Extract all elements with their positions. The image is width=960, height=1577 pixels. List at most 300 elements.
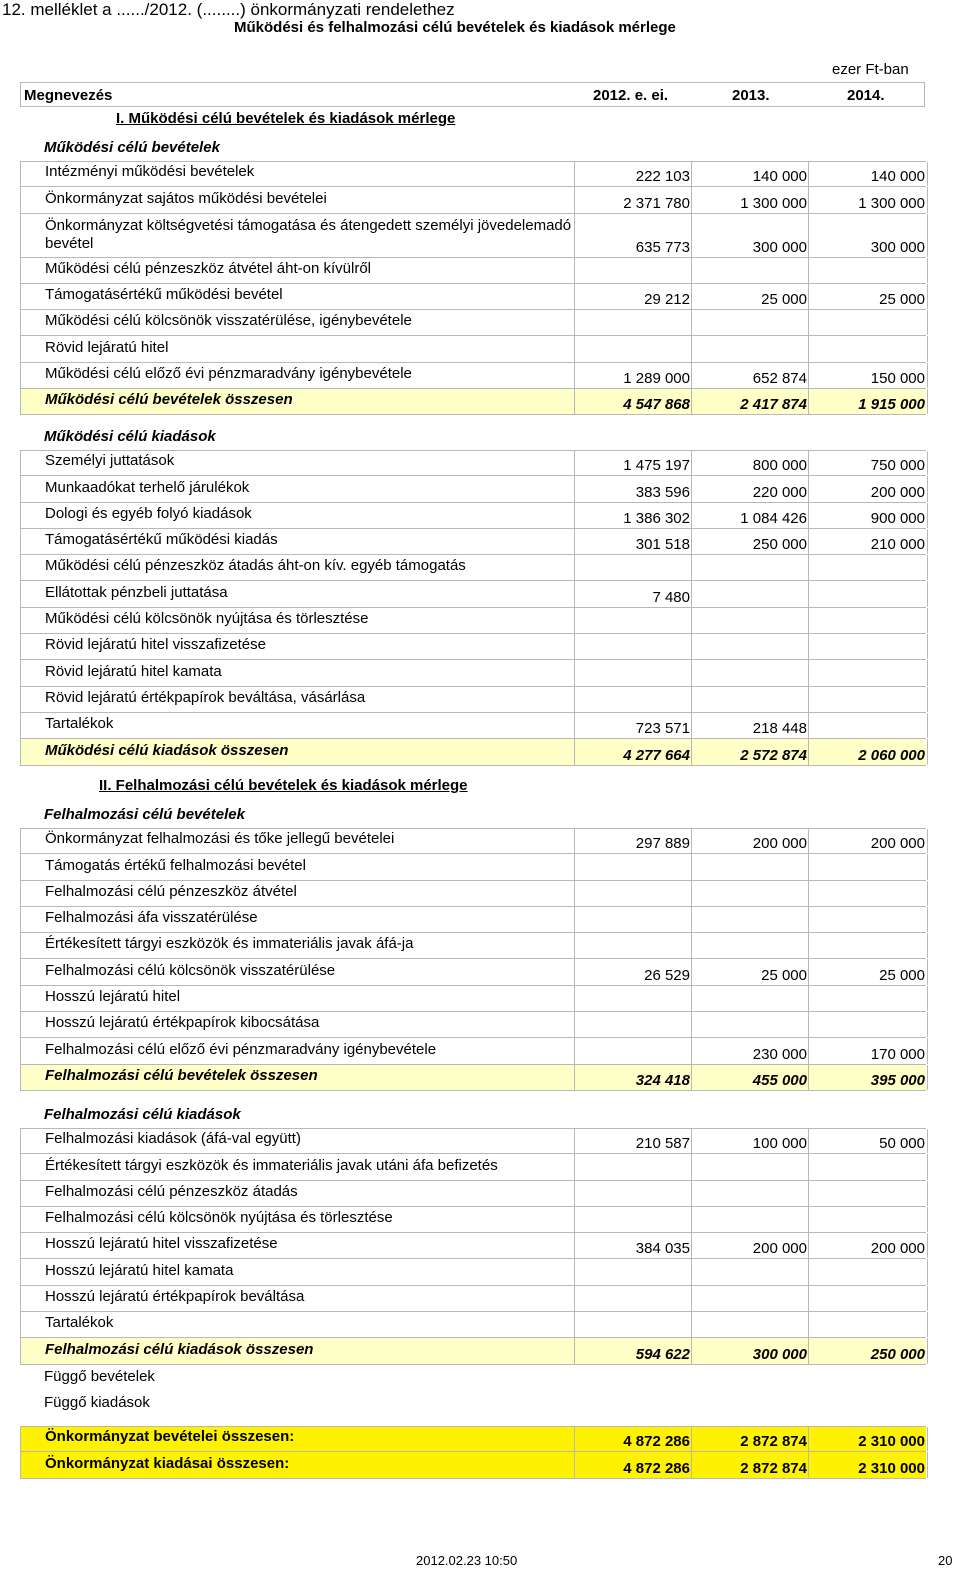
cell-value: 384 035: [635, 1240, 690, 1258]
value-cell-1: [574, 1452, 692, 1477]
row-label: Önkormányzat sajátos működési bevételei: [45, 189, 327, 207]
row-label: Felhalmozási célú pénzeszköz átvétel: [45, 882, 297, 900]
value-cell-1: [574, 739, 692, 764]
cell-value: 1 386 302: [623, 509, 690, 527]
row-label: Rövid lejáratú hitel: [45, 338, 169, 356]
footer-page-number: 20: [938, 1553, 953, 1568]
cell-value: 222 103: [635, 168, 690, 186]
cell-value: 750 000: [870, 457, 925, 475]
cell-value: 2 060 000: [858, 746, 925, 764]
table-row: [20, 1365, 926, 1391]
value-cell-2: [691, 881, 809, 906]
value-cell-1: [574, 1286, 692, 1311]
cell-value: 140 000: [752, 168, 807, 186]
value-cell-3: [808, 1286, 928, 1311]
row-label: Önkormányzat költségvetési támogatása és átengedett személyi jövedelemadó bevétel: [45, 216, 572, 252]
value-cell-3: [808, 1233, 928, 1258]
value-cell-2: [691, 187, 809, 212]
value-cell-3: [808, 608, 928, 633]
value-cell-3: [807, 1365, 925, 1391]
cell-value: 395 000: [870, 1071, 925, 1089]
row-label: Tartalékok: [45, 1314, 114, 1332]
value-cell-2: [691, 933, 809, 958]
value-cell-3: [808, 1038, 928, 1063]
value-cell-2: [691, 608, 809, 633]
value-cell-2: [691, 451, 809, 475]
value-cell-1: [574, 1207, 692, 1232]
value-cell-2: [691, 687, 809, 712]
value-cell-3: [808, 1181, 928, 1206]
cell-value: 2 310 000: [858, 1433, 925, 1451]
cell-value: 4 872 286: [623, 1433, 690, 1451]
cell-value: 200 000: [870, 835, 925, 853]
cell-value: 800 000: [752, 457, 807, 475]
table-row: [20, 1207, 926, 1233]
row-label: Támogatásértékű működési bevétel: [45, 286, 283, 304]
table-row: [20, 608, 926, 634]
value-cell-3: [808, 214, 928, 257]
cell-value: 140 000: [870, 168, 925, 186]
value-cell-1: [574, 451, 692, 475]
row-label: Hosszú lejáratú hitel kamata: [45, 1261, 234, 1279]
value-cell-1: [574, 1012, 692, 1037]
value-cell-2: [691, 1012, 809, 1037]
value-cell-3: [808, 713, 928, 738]
value-cell-1: [574, 907, 692, 932]
table-row: [20, 503, 926, 529]
cell-value: 220 000: [752, 483, 807, 501]
value-cell-1: [574, 959, 692, 984]
table-row: [20, 187, 926, 213]
row-label: Önkormányzat felhalmozási és tőke jellegű bevételei: [45, 830, 395, 848]
cell-value: 230 000: [752, 1045, 807, 1063]
cell-value: 200 000: [752, 1240, 807, 1258]
value-cell-3: [808, 907, 928, 932]
cell-value: 1 289 000: [623, 370, 690, 388]
table-row: [20, 687, 926, 713]
value-cell-1: [574, 1129, 692, 1153]
cell-value: 594 622: [635, 1345, 690, 1363]
cell-value: 300 000: [870, 238, 925, 256]
table-row: [20, 555, 926, 581]
value-cell-1: [574, 389, 692, 414]
row-label: Rövid lejáratú értékpapírok beváltása, vásárlása: [45, 688, 366, 706]
value-cell-2: [691, 713, 809, 738]
cell-value: 7 480: [652, 588, 690, 606]
value-cell-2: [691, 162, 809, 186]
row-label: Hosszú lejáratú hitel visszafizetése: [45, 1235, 278, 1253]
value-cell-1: [574, 1181, 692, 1206]
document-title: Működési és felhalmozási célú bevételek és kiadások mérlege: [234, 19, 676, 36]
value-cell-1: [573, 1391, 690, 1417]
value-cell-3: [808, 1065, 928, 1090]
column-header-name: Megnevezés: [24, 87, 113, 104]
value-cell-3: [808, 854, 928, 879]
value-cell-3: [808, 310, 928, 335]
value-cell-3: [808, 503, 928, 528]
value-cell-1: [574, 555, 692, 580]
value-cell-2: [691, 1181, 809, 1206]
row-label: Felhalmozási célú kiadások összesen: [45, 1340, 314, 1358]
row-label: Hosszú lejáratú értékpapírok beváltása: [45, 1288, 305, 1306]
row-label: Intézményi működési bevételek: [45, 163, 255, 181]
cell-value: 50 000: [879, 1135, 925, 1153]
table-row: [20, 959, 926, 985]
value-cell-1: [574, 881, 692, 906]
cell-value: 383 596: [635, 483, 690, 501]
value-cell-2: [691, 555, 809, 580]
cell-value: 210 000: [870, 536, 925, 554]
value-cell-3: [808, 959, 928, 984]
value-cell-1: [574, 829, 692, 853]
value-cell-1: [574, 187, 692, 212]
cell-value: 26 529: [644, 966, 690, 984]
table-row: [20, 529, 926, 555]
cell-value: 200 000: [870, 1240, 925, 1258]
value-cell-1: [574, 581, 692, 606]
value-cell-2: [691, 1154, 809, 1179]
table-row: [20, 1154, 926, 1180]
row-label: Felhalmozási kiadások (áfá-val együtt): [45, 1130, 301, 1148]
value-cell-2: [691, 214, 809, 257]
value-cell-2: [691, 634, 809, 659]
table-row: [20, 336, 926, 362]
cell-value: 652 874: [752, 370, 807, 388]
value-cell-2: [691, 1427, 809, 1451]
value-cell-1: [574, 713, 692, 738]
cell-value: 324 418: [635, 1071, 690, 1089]
table-row: [20, 1233, 926, 1259]
row-label: Ellátottak pénzbeli juttatása: [45, 583, 228, 601]
footer-datetime: 2012.02.23 10:50: [416, 1553, 518, 1568]
row-label: Felhalmozási célú előző évi pénzmaradvány igénybevétele: [45, 1040, 437, 1058]
cell-value: 25 000: [761, 291, 807, 309]
column-header-2012: 2012. e. ei.: [593, 87, 669, 104]
value-cell-3: [808, 986, 928, 1011]
cell-value: 1 475 197: [623, 457, 690, 475]
value-cell-2: [691, 1286, 809, 1311]
value-cell-1: [573, 1365, 690, 1391]
value-cell-3: [808, 1259, 928, 1284]
document-reference: 12. melléklet a ....../2012. (........) önkormányzati rendelethez: [2, 0, 455, 19]
value-cell-3: [808, 1207, 928, 1232]
capital-revenue-title: Felhalmozási célú bevételek: [44, 806, 245, 823]
value-cell-1: [574, 1259, 692, 1284]
cell-value: 200 000: [752, 835, 807, 853]
value-cell-2: [691, 829, 809, 853]
row-label: Felhalmozási célú bevételek összesen: [45, 1066, 318, 1084]
value-cell-2: [691, 739, 809, 764]
value-cell-2: [691, 389, 809, 414]
value-cell-3: [808, 451, 928, 475]
cell-value: 2 371 780: [623, 194, 690, 212]
value-cell-3: [808, 1338, 928, 1363]
value-cell-3: [808, 829, 928, 853]
value-cell-3: [808, 284, 928, 309]
cell-value: 25 000: [879, 291, 925, 309]
subtotal-row: [20, 389, 926, 415]
value-cell-1: [574, 529, 692, 554]
value-cell-2: [691, 854, 809, 879]
row-label: Függő kiadások: [44, 1394, 150, 1412]
value-cell-1: [574, 162, 692, 186]
value-cell-2: [690, 1365, 807, 1391]
table-row: [20, 1181, 926, 1207]
row-label: Támogatás értékű felhalmozási bevétel: [45, 856, 306, 874]
value-cell-3: [808, 363, 928, 388]
operating-revenue-table: [20, 161, 926, 415]
table-row: [20, 161, 926, 187]
row-label: Működési célú pénzeszköz átvétel áht-on kívülről: [45, 259, 372, 277]
table-row: [20, 214, 926, 258]
value-cell-1: [574, 363, 692, 388]
table-row: [20, 713, 926, 739]
cell-value: 250 000: [752, 536, 807, 554]
cell-value: 723 571: [635, 720, 690, 738]
row-label: Munkaadókat terhelő járulékok: [45, 478, 250, 496]
table-row: [20, 634, 926, 660]
value-cell-3: [808, 1129, 928, 1153]
cell-value: 150 000: [870, 370, 925, 388]
table-row: [20, 1012, 926, 1038]
table-row: [20, 660, 926, 686]
value-cell-3: [808, 529, 928, 554]
row-label: Működési célú bevételek összesen: [45, 391, 293, 409]
row-label: Felhalmozási célú pénzeszköz átadás: [45, 1182, 298, 1200]
grand-total-row: [20, 1452, 926, 1478]
cell-value: 455 000: [752, 1071, 807, 1089]
value-cell-1: [574, 503, 692, 528]
value-cell-2: [691, 1129, 809, 1153]
value-cell-1: [574, 933, 692, 958]
row-label: Önkormányzat bevételei összesen:: [45, 1428, 295, 1446]
table-row: [20, 450, 926, 476]
value-cell-1: [574, 608, 692, 633]
column-header-2013: 2013.: [732, 87, 770, 104]
grand-total-table: [20, 1426, 926, 1479]
cell-value: 1 300 000: [858, 194, 925, 212]
row-label: Rövid lejáratú hitel visszafizetése: [45, 636, 266, 654]
row-label: Dologi és egyéb folyó kiadások: [45, 504, 252, 522]
operating-expense-title: Működési célú kiadások: [44, 428, 216, 445]
row-label: Felhalmozási célú kölcsönök visszatérülése: [45, 961, 336, 979]
row-label: Hosszú lejáratú hitel: [45, 988, 181, 1006]
value-cell-3: [808, 476, 928, 501]
value-cell-2: [691, 1038, 809, 1063]
capital-expense-title: Felhalmozási célú kiadások: [44, 1106, 241, 1123]
cell-value: 4 547 868: [623, 396, 690, 414]
value-cell-1: [574, 1427, 692, 1451]
value-cell-2: [691, 581, 809, 606]
row-label: Működési célú kölcsönök visszatérülése, igénybevétele: [45, 312, 412, 330]
operating-expense-table: [20, 450, 926, 766]
table-row: [20, 1038, 926, 1064]
value-cell-1: [574, 284, 692, 309]
subtotal-row: [20, 739, 926, 765]
value-cell-2: [691, 336, 809, 361]
row-label: Felhalmozási célú kölcsönök nyújtása és törlesztése: [45, 1209, 393, 1227]
value-cell-3: [808, 1427, 928, 1451]
capital-expense-table: [20, 1128, 926, 1417]
value-cell-1: [574, 1338, 692, 1363]
table-row: [20, 907, 926, 933]
value-cell-2: [691, 1065, 809, 1090]
value-cell-3: [808, 634, 928, 659]
value-cell-1: [574, 634, 692, 659]
row-label: Felhalmozási áfa visszatérülése: [45, 909, 258, 927]
value-cell-1: [574, 986, 692, 1011]
cell-value: 1 300 000: [740, 194, 807, 212]
row-label: Működési célú kiadások összesen: [45, 741, 289, 759]
value-cell-1: [574, 660, 692, 685]
cell-value: 210 587: [635, 1135, 690, 1153]
cell-value: 200 000: [870, 483, 925, 501]
value-cell-3: [808, 389, 928, 414]
value-cell-2: [691, 959, 809, 984]
unit-label: ezer Ft-ban: [832, 61, 909, 78]
row-label: Rövid lejáratú hitel kamata: [45, 662, 222, 680]
value-cell-2: [691, 1338, 809, 1363]
row-label: Függő bevételek: [44, 1367, 155, 1385]
cell-value: 2 872 874: [740, 1433, 807, 1451]
value-cell-2: [691, 1233, 809, 1258]
cell-value: 4 277 664: [623, 746, 690, 764]
grand-total-row: [20, 1426, 926, 1452]
value-cell-3: [808, 1012, 928, 1037]
section-2-title: II. Felhalmozási célú bevételek és kiadások mérlege: [99, 777, 468, 794]
value-cell-1: [574, 476, 692, 501]
row-label: Értékesített tárgyi eszközök és immateriális javak utáni áfa befizetés: [45, 1156, 498, 1174]
table-row: [20, 1286, 926, 1312]
table-row: [20, 310, 926, 336]
value-cell-1: [574, 854, 692, 879]
table-row: [20, 581, 926, 607]
value-cell-2: [691, 1207, 809, 1232]
row-label: Személyi juttatások: [45, 452, 175, 470]
value-cell-2: [691, 1312, 809, 1337]
value-cell-2: [691, 476, 809, 501]
table-row: [20, 476, 926, 502]
value-cell-3: [808, 1154, 928, 1179]
value-cell-3: [808, 1452, 928, 1477]
table-row: [20, 1312, 926, 1338]
row-label: Működési célú pénzeszköz átadás áht-on kív. egyéb támogatás: [45, 557, 466, 575]
value-cell-1: [574, 258, 692, 283]
cell-value: 301 518: [635, 536, 690, 554]
column-header-row: [20, 82, 925, 107]
value-cell-2: [691, 660, 809, 685]
row-label: Tartalékok: [45, 715, 114, 733]
cell-value: 2 310 000: [858, 1459, 925, 1477]
cell-value: 250 000: [870, 1345, 925, 1363]
value-cell-3: [808, 1312, 928, 1337]
cell-value: 29 212: [644, 291, 690, 309]
value-cell-3: [808, 187, 928, 212]
value-cell-3: [808, 581, 928, 606]
value-cell-3: [808, 881, 928, 906]
cell-value: 25 000: [761, 966, 807, 984]
row-label: Értékesített tárgyi eszközök és immateriális javak áfá-ja: [45, 935, 414, 953]
cell-value: 2 572 874: [740, 746, 807, 764]
value-cell-2: [691, 310, 809, 335]
value-cell-1: [574, 1312, 692, 1337]
value-cell-2: [691, 529, 809, 554]
value-cell-3: [808, 336, 928, 361]
capital-revenue-table: [20, 828, 926, 1091]
table-row: [20, 284, 926, 310]
value-cell-1: [574, 1065, 692, 1090]
column-header-2014: 2014.: [847, 87, 885, 104]
value-cell-2: [691, 1259, 809, 1284]
value-cell-3: [808, 258, 928, 283]
cell-value: 1 915 000: [858, 396, 925, 414]
cell-value: 1 084 426: [740, 509, 807, 527]
value-cell-1: [574, 687, 692, 712]
value-cell-2: [691, 986, 809, 1011]
value-cell-1: [574, 1154, 692, 1179]
value-cell-3: [808, 687, 928, 712]
cell-value: 2 872 874: [740, 1459, 807, 1477]
value-cell-3: [808, 739, 928, 764]
table-row: [20, 933, 926, 959]
value-cell-2: [690, 1391, 807, 1417]
table-row: [20, 828, 926, 854]
subtotal-row: [20, 1065, 926, 1091]
value-cell-2: [691, 258, 809, 283]
table-row: [20, 1128, 926, 1154]
cell-value: 635 773: [635, 238, 690, 256]
table-row: [20, 363, 926, 389]
value-cell-3: [808, 933, 928, 958]
table-row: [20, 258, 926, 284]
value-cell-2: [691, 907, 809, 932]
value-cell-2: [691, 363, 809, 388]
row-label: Működési célú előző évi pénzmaradvány igénybevétele: [45, 365, 412, 383]
cell-value: 100 000: [752, 1135, 807, 1153]
value-cell-1: [574, 310, 692, 335]
value-cell-1: [574, 1038, 692, 1063]
cell-value: 25 000: [879, 966, 925, 984]
cell-value: 170 000: [870, 1045, 925, 1063]
table-row: [20, 1391, 926, 1417]
table-row: [20, 854, 926, 880]
value-cell-1: [574, 1233, 692, 1258]
value-cell-2: [691, 1452, 809, 1477]
cell-value: 218 448: [752, 720, 807, 738]
cell-value: 2 417 874: [740, 396, 807, 414]
value-cell-2: [691, 284, 809, 309]
cell-value: 300 000: [752, 238, 807, 256]
value-cell-3: [808, 660, 928, 685]
row-label: Működési célú kölcsönök nyújtása és törlesztése: [45, 610, 369, 628]
value-cell-3: [808, 162, 928, 186]
row-label: Támogatásértékű működési kiadás: [45, 531, 278, 549]
subtotal-row: [20, 1338, 926, 1364]
row-label: Önkormányzat kiadásai összesen:: [45, 1454, 290, 1472]
cell-value: 300 000: [752, 1345, 807, 1363]
cell-value: 900 000: [870, 509, 925, 527]
table-row: [20, 881, 926, 907]
value-cell-1: [574, 336, 692, 361]
section-1-title: I. Működési célú bevételek és kiadások mérlege: [116, 110, 456, 127]
table-row: [20, 986, 926, 1012]
cell-value: 4 872 286: [623, 1459, 690, 1477]
cell-value: 297 889: [635, 835, 690, 853]
operating-revenue-title: Működési célú bevételek: [44, 139, 220, 156]
value-cell-3: [807, 1391, 925, 1417]
row-label: Hosszú lejáratú értékpapírok kibocsátása: [45, 1014, 320, 1032]
table-row: [20, 1259, 926, 1285]
